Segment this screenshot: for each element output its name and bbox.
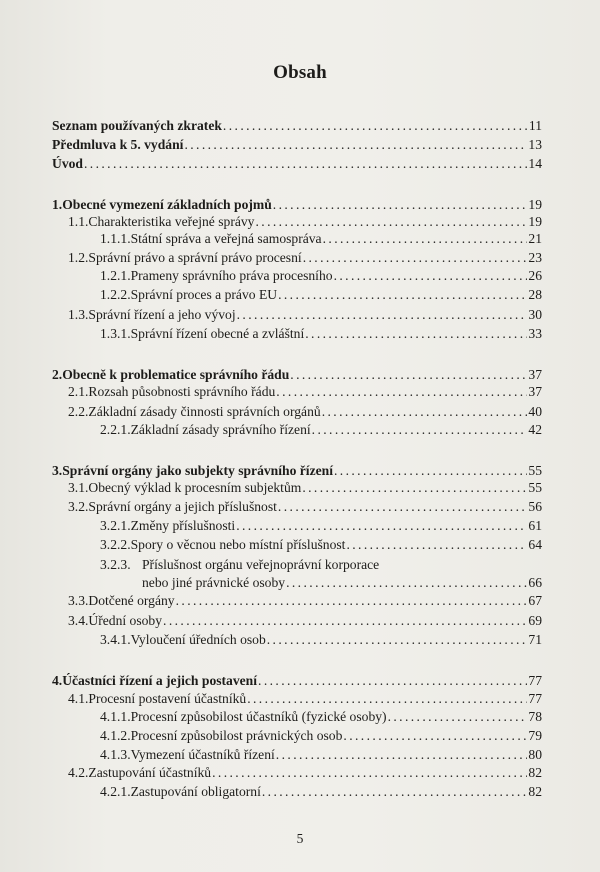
- toc-entry-number: 4.2.1.: [100, 784, 131, 799]
- dot-leader: [346, 537, 527, 553]
- toc-entry-title: Zastupování účastníků: [88, 765, 212, 780]
- toc-entry-page: 78: [528, 709, 542, 724]
- dot-leader: [286, 575, 527, 591]
- dot-leader: [84, 156, 527, 172]
- toc-entry: [52, 118, 542, 134]
- toc-entry-title: Základní zásady správního řízení: [130, 422, 311, 437]
- toc-entry-page: 67: [528, 593, 542, 608]
- toc-entry-title: Procesní způsobilost právnických osob: [130, 728, 343, 743]
- toc-entry-title: Příslušnost orgánu veřejnoprávní korporace: [142, 557, 380, 572]
- toc-entry-page: 37: [528, 384, 542, 399]
- toc-entry-page: 82: [528, 765, 542, 780]
- toc-entry-page: 80: [528, 747, 542, 762]
- toc-entry-page: 30: [528, 307, 542, 322]
- toc-entry-title: Procesní způsobilost účastníků (fyzické osoby): [130, 709, 387, 724]
- toc-entry-number: 2.2.1.: [100, 422, 131, 437]
- toc-entry: [52, 709, 542, 725]
- toc-entry-number: 2.2.: [68, 404, 89, 419]
- toc-entry: [52, 632, 542, 648]
- toc-entry: [52, 214, 542, 230]
- dot-leader: [247, 691, 527, 707]
- toc-entry-number: 1.1.: [68, 214, 89, 229]
- dot-leader: [176, 593, 528, 609]
- toc-entry: [52, 593, 542, 609]
- toc-entry: [52, 480, 542, 496]
- toc-entry-title: Předmluva k 5. vydání: [52, 137, 184, 152]
- toc-entry: [52, 499, 542, 515]
- dot-leader: [163, 613, 527, 629]
- toc-entry-number: 3.2.1.: [100, 518, 131, 533]
- toc-entry: [52, 231, 542, 247]
- toc-entry-number: 4.1.: [68, 691, 89, 706]
- toc-entry-title: Účastníci řízení a jejich postavení: [62, 673, 258, 688]
- dot-leader: [388, 709, 528, 725]
- dot-leader: [267, 632, 528, 648]
- toc-entry-page: 37: [528, 367, 542, 382]
- toc-entry-number: 2.1.: [68, 384, 89, 399]
- toc-entry-number: 1.2.1.: [100, 268, 131, 283]
- toc-entry-page: 66: [528, 575, 542, 590]
- toc-entry: [52, 250, 542, 266]
- toc-entry-title: Charakteristika veřejné správy: [88, 214, 255, 229]
- page-number: 5: [296, 831, 304, 846]
- toc-entry: [52, 518, 542, 534]
- toc-entry-page: 26: [528, 268, 542, 283]
- toc-entry-number: 3.2.: [68, 499, 89, 514]
- toc-entry-number: 1.: [52, 197, 63, 212]
- toc-entry-page: 82: [528, 784, 542, 799]
- toc-entry-title: Rozsah působnosti správního řádu: [88, 384, 276, 399]
- toc-entry-number: 4.1.1.: [100, 709, 131, 724]
- toc-entry: [52, 557, 542, 573]
- toc-entry-title: Dotčené orgány: [88, 593, 175, 608]
- toc-entry: [52, 268, 542, 284]
- toc-entry-title: Obecné vymezení základních pojmů: [62, 197, 272, 212]
- toc-entry: [52, 691, 542, 707]
- toc-entry-number: 1.2.: [68, 250, 89, 265]
- toc-entry-number: 3.1.: [68, 480, 89, 495]
- toc-entry-number: 3.2.2.: [100, 537, 131, 552]
- dot-leader: [276, 747, 528, 763]
- toc-entry-page: 79: [528, 728, 542, 743]
- toc-entry-title: Správní orgány jako subjekty správního řízení: [62, 463, 333, 478]
- toc-entry: [52, 784, 542, 800]
- toc-entry-title: Správní řízení a jeho vývoj: [88, 307, 236, 322]
- dot-leader: [303, 250, 528, 266]
- toc-entry-title: nebo jiné právnické osoby: [142, 575, 286, 590]
- dot-leader: [290, 367, 527, 383]
- dot-leader: [237, 307, 528, 323]
- toc-entry-number: 3.3.: [68, 593, 89, 608]
- toc-entry-number: 4.: [52, 673, 63, 688]
- toc-entry-page: 55: [528, 480, 542, 495]
- toc-entry-title: Správní právo a správní právo procesní: [88, 250, 302, 265]
- toc-entry: [52, 404, 542, 420]
- toc-entry-title: Správní orgány a jejich příslušnost: [88, 499, 277, 514]
- toc-entry: [52, 422, 542, 438]
- toc-entry: [52, 463, 542, 479]
- toc-entry-title: Státní správa a veřejná samospráva: [130, 231, 322, 246]
- dot-leader: [322, 404, 528, 420]
- toc-entry-title: Správní proces a právo EU: [130, 287, 278, 302]
- dot-leader: [236, 518, 527, 534]
- toc-entry-title: Spory o věcnou nebo místní příslušnost: [130, 537, 346, 552]
- toc-entry-title: Zastupování obligatorní: [130, 784, 261, 799]
- dot-leader: [262, 784, 528, 800]
- dot-leader: [223, 118, 528, 134]
- toc-entry-title: Úřední osoby: [88, 613, 163, 628]
- toc-entry-page: 11: [528, 118, 542, 133]
- toc-entry-number: 2.: [52, 367, 63, 382]
- toc-entry-number: 1.3.: [68, 307, 89, 322]
- toc-entry-page: 19: [528, 197, 542, 212]
- toc-entry-page: 64: [528, 537, 542, 552]
- toc-entry-title: Vyloučení úředních osob: [130, 632, 266, 647]
- dot-leader: [305, 326, 527, 342]
- toc-entry-number: 3.4.1.: [100, 632, 131, 647]
- dot-leader: [184, 137, 527, 153]
- toc-entry-title: Základní zásady činnosti správních orgánů: [88, 404, 321, 419]
- toc-entry: [52, 673, 542, 689]
- dot-leader: [334, 463, 527, 479]
- dot-leader: [334, 268, 528, 284]
- toc-entry-number: 4.1.2.: [100, 728, 131, 743]
- toc-entry-page: 55: [528, 463, 542, 478]
- page-title: Obsah: [273, 62, 327, 83]
- toc-entry-page: 71: [528, 632, 542, 647]
- toc-entry-page: 77: [528, 673, 542, 688]
- dot-leader: [302, 480, 527, 496]
- toc-entry-page: 77: [528, 691, 542, 706]
- toc-entry-title: Prameny správního práva procesního: [130, 268, 333, 283]
- dot-leader: [273, 197, 528, 213]
- dot-leader: [343, 728, 527, 744]
- toc-entry-page: 61: [528, 518, 542, 533]
- toc-entry: [52, 728, 542, 744]
- dot-leader: [212, 765, 527, 781]
- toc-entry: [52, 575, 542, 591]
- toc-entry-number: 1.3.1.: [100, 326, 131, 341]
- toc-entry-page: 33: [528, 326, 542, 341]
- dot-leader: [255, 214, 527, 230]
- toc-entry-page: 23: [528, 250, 542, 265]
- dot-leader: [258, 673, 527, 689]
- toc-entry-title: Obecný výklad k procesním subjektům: [88, 480, 302, 495]
- dot-leader: [276, 384, 527, 400]
- toc-entry: [52, 156, 542, 172]
- toc-entry: [52, 747, 542, 763]
- toc-entry-title: Změny příslušnosti: [130, 518, 236, 533]
- toc-entry: [52, 197, 542, 213]
- toc-entry-page: 40: [528, 404, 542, 419]
- dot-leader: [278, 499, 527, 515]
- toc-entry-page: 56: [528, 499, 542, 514]
- toc-entry-title: Procesní postavení účastníků: [88, 691, 247, 706]
- toc-entry-page: 42: [528, 422, 542, 437]
- toc-entry: [52, 765, 542, 781]
- dot-leader: [323, 231, 528, 247]
- toc-entry-page: 21: [528, 231, 542, 246]
- toc-entry-title: Obecně k problematice správního řádu: [62, 367, 290, 382]
- toc-entry: [52, 326, 542, 342]
- toc-entry-page: 14: [528, 156, 542, 171]
- toc-entry-number: 3.2.3.: [100, 557, 131, 572]
- toc-entry-page: 19: [528, 214, 542, 229]
- toc-entry-number: 4.1.3.: [100, 747, 131, 762]
- toc-entry: [52, 287, 542, 303]
- toc-entry-number: 1.1.1.: [100, 231, 131, 246]
- toc-entry: [52, 537, 542, 553]
- toc-entry-page: 13: [528, 137, 542, 152]
- toc-entry-page: 69: [528, 613, 542, 628]
- toc-entry: [52, 137, 542, 153]
- toc-entry-number: 1.2.2.: [100, 287, 131, 302]
- toc-entry-number: 4.2.: [68, 765, 89, 780]
- toc-entry-number: 3.: [52, 463, 63, 478]
- toc-entry-number: 3.4.: [68, 613, 89, 628]
- toc-entry: [52, 367, 542, 383]
- toc-entry: [52, 613, 542, 629]
- toc-entry-title: Správní řízení obecné a zvláštní: [130, 326, 305, 341]
- toc-entry: [52, 384, 542, 400]
- dot-leader: [312, 422, 528, 438]
- toc-entry-title: Vymezení účastníků řízení: [130, 747, 275, 762]
- toc-entry: [52, 307, 542, 323]
- toc-entry-page: 28: [528, 287, 542, 302]
- toc-entry-title: Úvod: [52, 156, 83, 171]
- dot-leader: [278, 287, 527, 303]
- toc-entry-title: Seznam používaných zkratek: [52, 118, 222, 133]
